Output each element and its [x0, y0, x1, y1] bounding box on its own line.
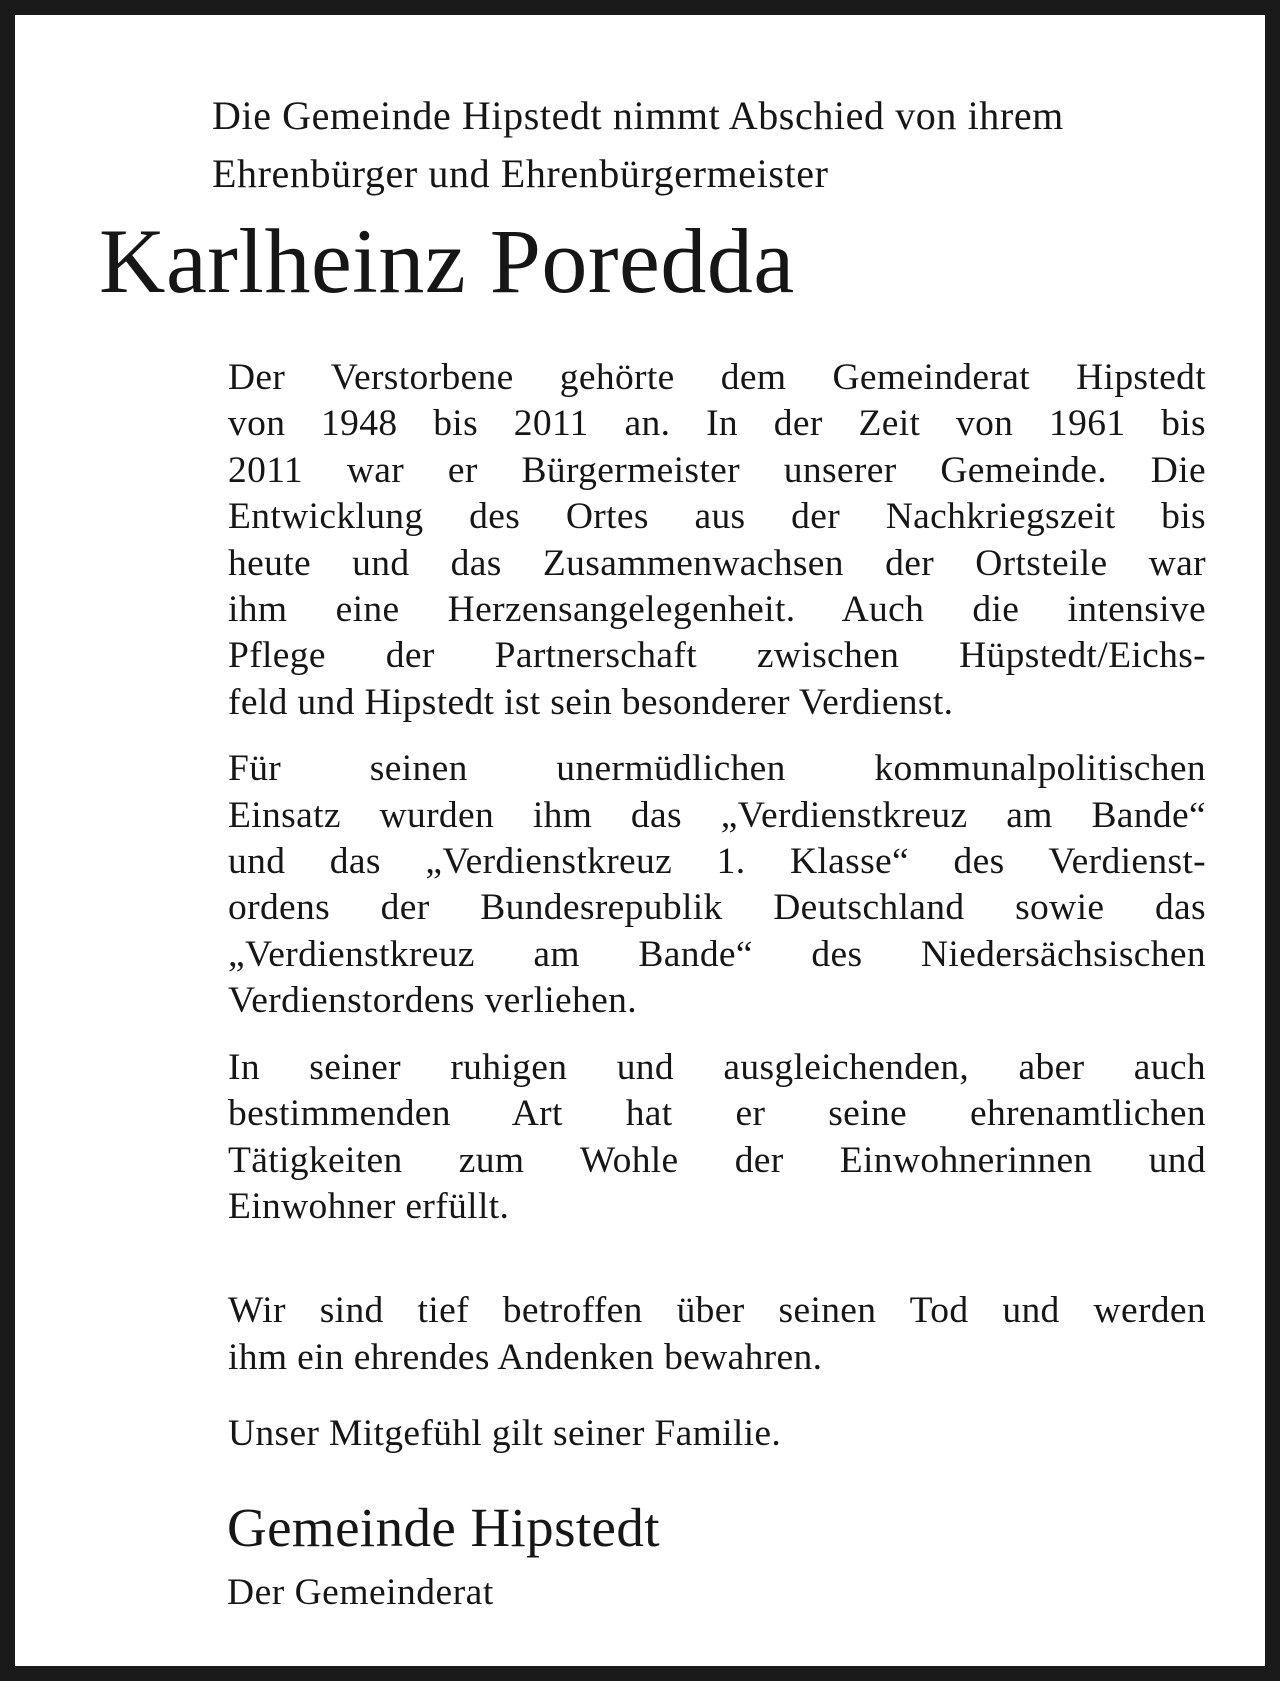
- paragraph-condolence: [228, 1288, 1206, 1381]
- intro-line: Ehrenbürger und Ehrenbürgermeister: [212, 151, 829, 196]
- signature-council: Der Gemeinderat: [227, 1572, 494, 1613]
- text-line: von 1948 bis 2011 an. In der Zeit von 1961 bis: [228, 403, 1206, 445]
- text-line: Einsatz wurden ihm das „Verdienstkreuz am Bande“: [228, 794, 1206, 836]
- text-line: Wir sind tief betroffen über seinen Tod und werden: [228, 1290, 1206, 1332]
- text-line: und das „Verdienstkreuz 1. Klasse“ des Verdienst-: [228, 841, 1206, 883]
- text-line: Entwicklung des Ortes aus der Nachkriegszeit bis: [228, 496, 1206, 538]
- paragraph-career: [228, 355, 1206, 726]
- text-line: ihm eine Herzensangelegenheit. Auch die intensive: [228, 589, 1206, 631]
- text-line: Der Verstorbene gehörte dem Gemeinderat Hipstedt: [228, 357, 1206, 398]
- paragraph-awards: [228, 746, 1206, 1024]
- text-line: heute und das Zusammenwachsen der Ortsteile war: [228, 542, 1206, 584]
- text-line: ordens der Bundesrepublik Deutschland sowie das: [228, 887, 1206, 929]
- text-line: feld und Hipstedt ist sein besonderer Verdienst.: [228, 681, 954, 723]
- signature-organization: Gemeinde Hipstedt: [227, 1497, 660, 1558]
- text-line: Unser Mitgefühl gilt seiner Familie.: [228, 1413, 782, 1455]
- obituary-body: [228, 355, 1206, 1458]
- text-line: In seiner ruhigen und ausgleichenden, aber auch: [228, 1046, 1206, 1088]
- deceased-name: Karlheinz Poredda: [99, 210, 795, 312]
- paragraph-sympathy: [228, 1411, 1206, 1457]
- paragraph-character: [228, 1045, 1206, 1231]
- text-line: Für seinen unermüdlichen kommunalpolitischen: [228, 748, 1206, 790]
- text-line: „Verdienstkreuz am Bande“ des Niedersächsischen: [228, 933, 1206, 975]
- text-line: bestimmenden Art hat er seine ehrenamtlichen: [228, 1093, 1206, 1135]
- text-line: Pflege der Partnerschaft zwischen Hüpstedt/Eichs-: [228, 635, 1206, 677]
- text-line: Einwohner erfüllt.: [228, 1185, 510, 1227]
- text-line: Tätigkeiten zum Wohle der Einwohnerinnen und: [228, 1139, 1206, 1181]
- intro-text: [212, 87, 1232, 203]
- text-line: ihm ein ehrendes Andenken bewahren.: [228, 1336, 823, 1378]
- intro-line: Die Gemeinde Hipstedt nimmt Abschied von ihrem: [212, 93, 1064, 138]
- text-line: Verdienstordens verliehen.: [228, 980, 637, 1022]
- text-line: 2011 war er Bürgermeister unserer Gemeinde. Die: [228, 449, 1206, 491]
